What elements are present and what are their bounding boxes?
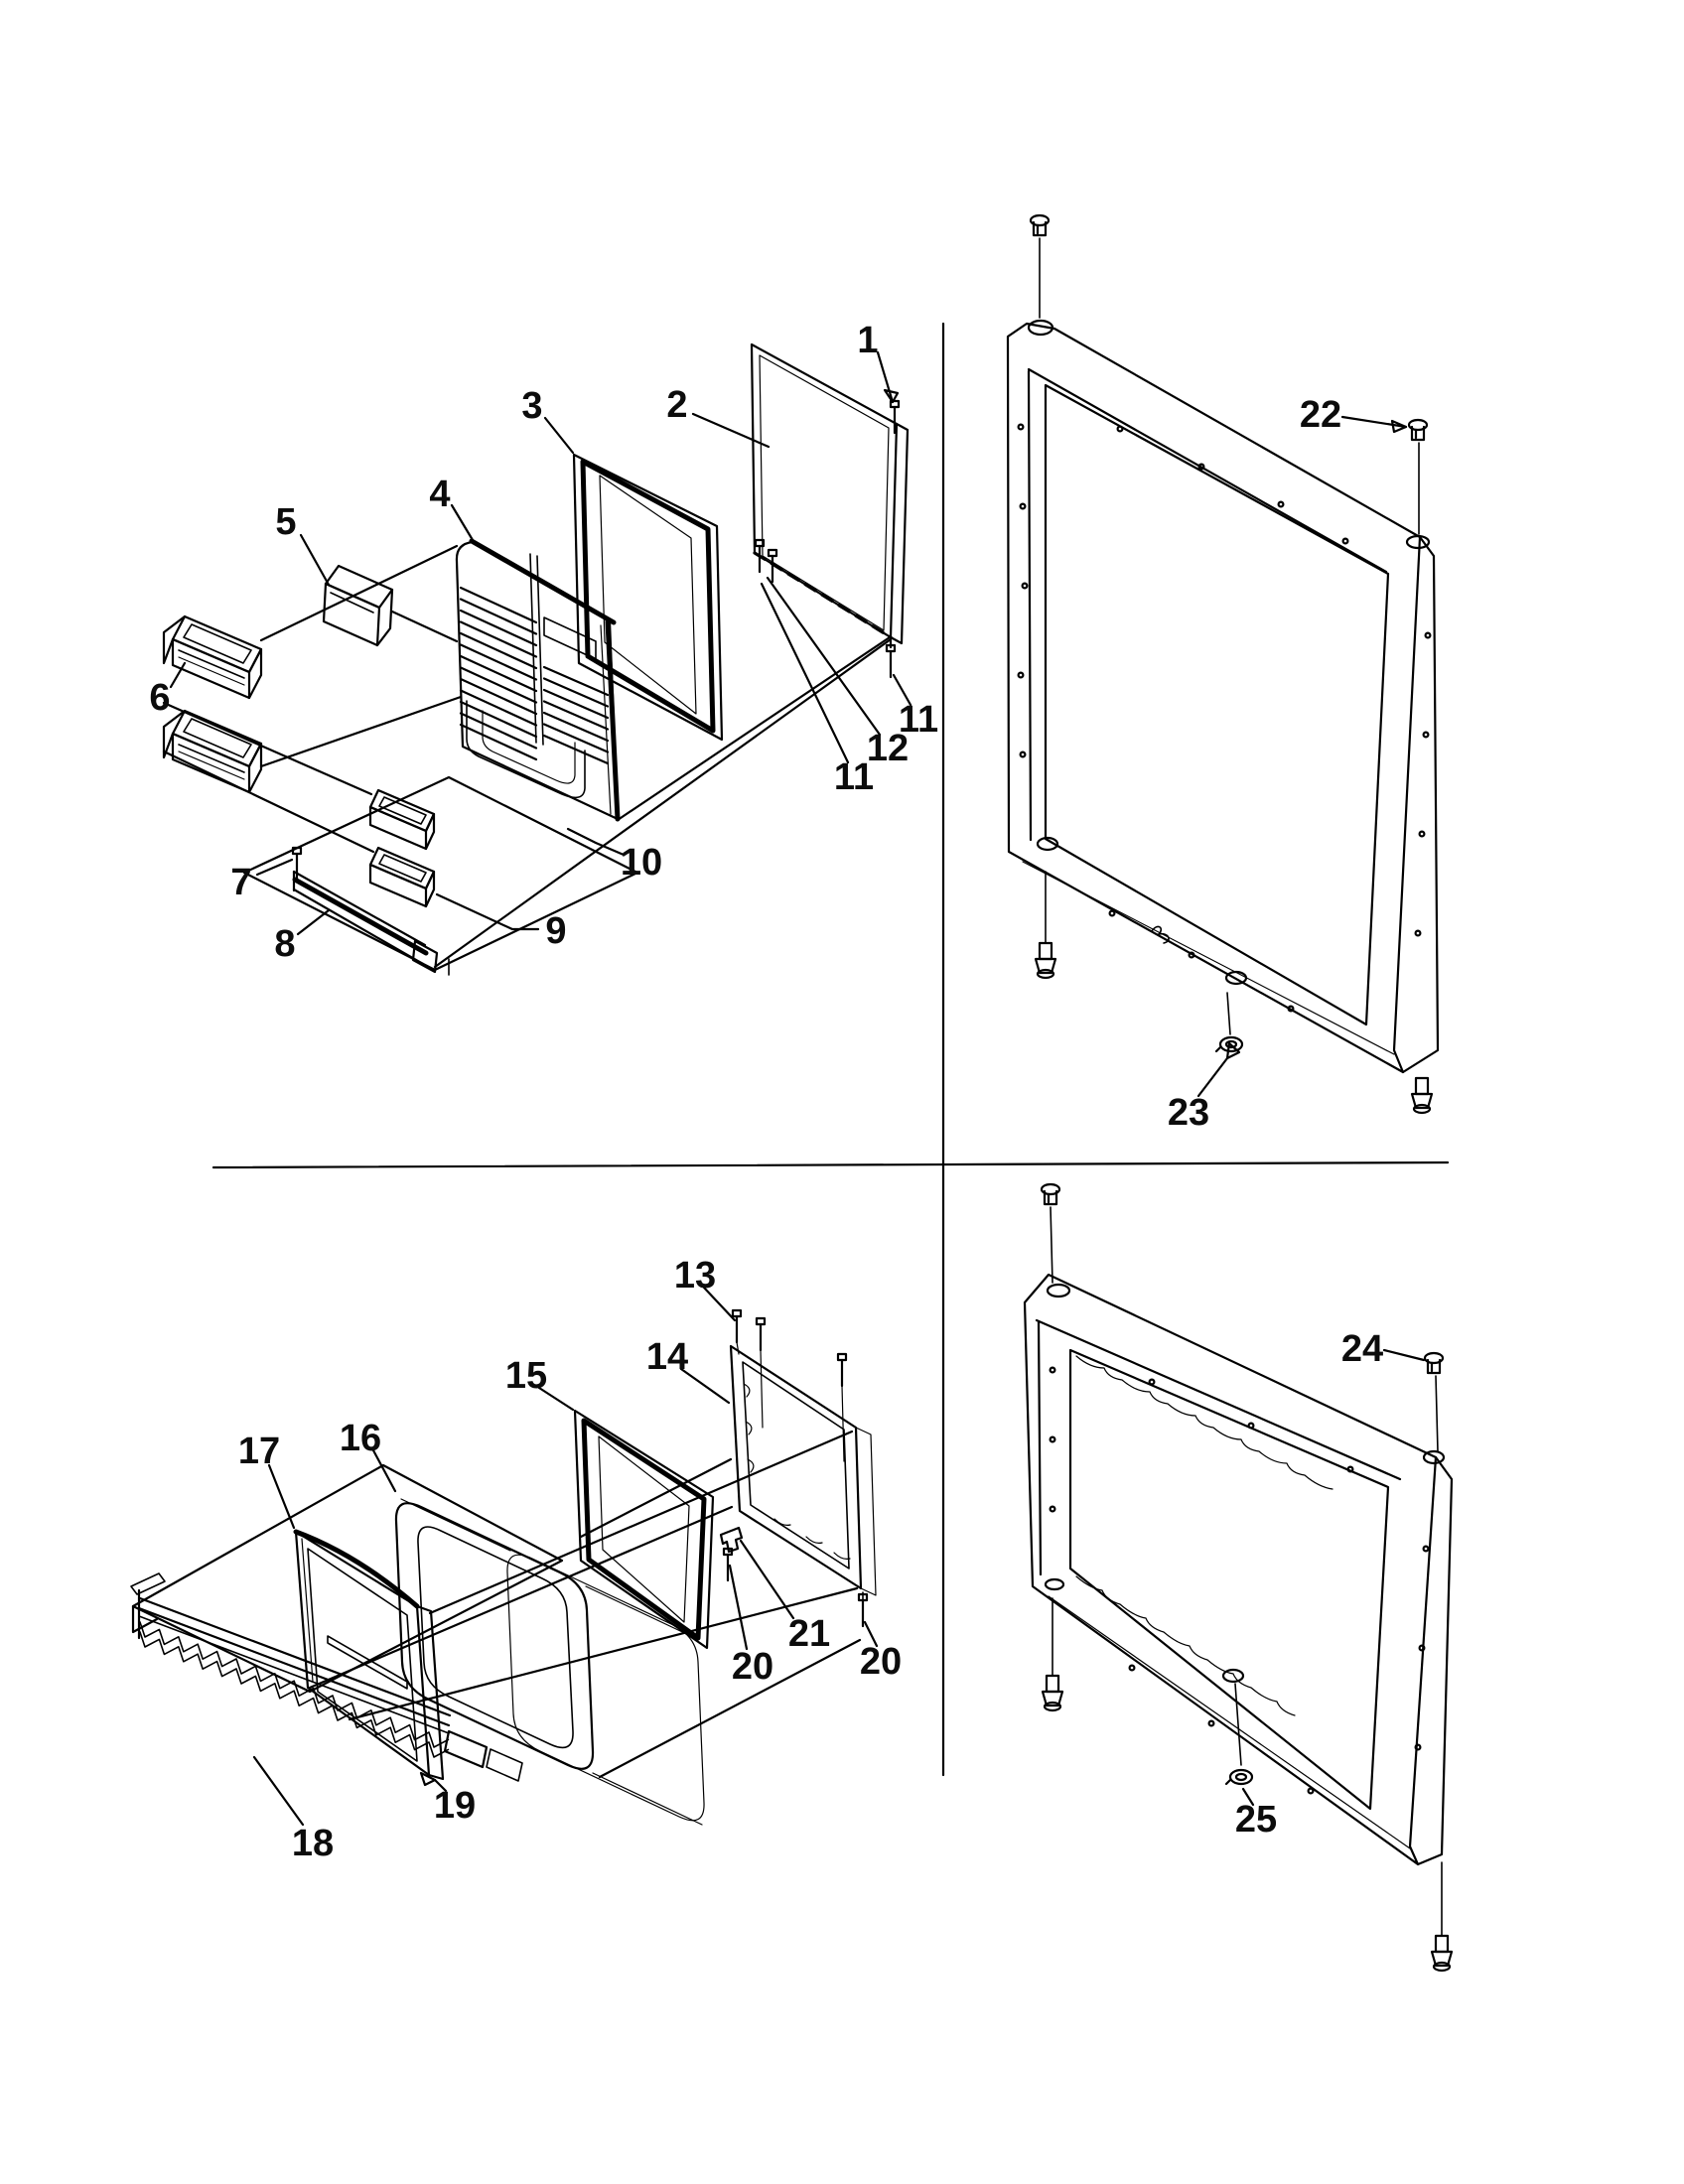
callout-18: 18 — [291, 1823, 335, 1864]
part-3-gasket — [574, 455, 722, 740]
frame-opening — [1046, 385, 1388, 1024]
callout-labels — [149, 320, 1383, 1864]
frame-opening — [1070, 1350, 1388, 1809]
callout-21: 21 — [787, 1613, 831, 1655]
part-20-screw-right — [859, 1592, 867, 1626]
part-4-door-liner — [457, 541, 618, 819]
part-22-screw — [1409, 420, 1427, 534]
callout-14: 14 — [645, 1336, 689, 1378]
part-2-inner-panel — [752, 344, 908, 677]
callout-8: 8 — [274, 923, 296, 965]
frame2-screw-topleft — [1042, 1184, 1059, 1283]
callout-1: 1 — [857, 320, 879, 361]
callout-23: 23 — [1167, 1092, 1210, 1134]
liner-ribs-right — [544, 667, 608, 763]
frame-rivets — [1019, 425, 1431, 1012]
frame-screw-bottomright — [1412, 1078, 1432, 1113]
callout-9: 9 — [545, 910, 567, 952]
callout-25: 25 — [1234, 1799, 1278, 1841]
callout-15: 15 — [504, 1355, 548, 1397]
door-bin — [164, 616, 261, 698]
callout-20a: 20 — [731, 1646, 774, 1688]
lower-outer-door-frame — [1025, 1184, 1452, 1971]
callout-3: 3 — [521, 385, 543, 427]
part-9-small-bins — [370, 790, 434, 906]
part-20-pin-left — [724, 1549, 732, 1580]
frame-outer — [1008, 324, 1420, 1072]
callout-16: 16 — [339, 1418, 382, 1459]
alignment-guides-lower — [133, 1432, 860, 1777]
part-18-wire-grille — [131, 1573, 522, 1781]
part-17-inner-door — [296, 1532, 443, 1779]
part-14-retainer-frame — [731, 1310, 876, 1626]
liner-ribs-left — [461, 588, 536, 759]
upper-outer-door-frame — [1008, 215, 1438, 1113]
callout-13: 13 — [673, 1255, 717, 1297]
upper-door-exploded-assembly — [164, 344, 908, 975]
callout-11a: 11 — [833, 756, 875, 798]
part-25-clip — [1226, 1684, 1252, 1784]
callout-22: 22 — [1299, 394, 1342, 436]
part-6-door-bins — [164, 616, 261, 792]
callout-20b: 20 — [859, 1641, 903, 1683]
callout-2: 2 — [666, 384, 688, 426]
callout-24: 24 — [1340, 1328, 1384, 1370]
callout-19: 19 — [433, 1785, 477, 1827]
callout-4: 4 — [429, 474, 451, 515]
frame2-screw-bottomright — [1432, 1862, 1452, 1971]
callout-11b: 11 — [898, 699, 939, 741]
lower-door-exploded-assembly — [131, 1310, 876, 1825]
callout-17: 17 — [237, 1431, 281, 1472]
frame-screw-topleft — [1031, 215, 1049, 318]
frame-screw-bottomleft — [1036, 872, 1055, 978]
divider-horizontal — [213, 1162, 1448, 1167]
callout-7: 7 — [230, 862, 252, 903]
callout-6: 6 — [149, 677, 171, 719]
callout-10: 10 — [620, 842, 663, 884]
callout-5: 5 — [275, 501, 297, 543]
callout-12: 12 — [866, 728, 910, 769]
frame2-screw-bottomleft — [1043, 1598, 1062, 1710]
part-24-screw — [1425, 1353, 1443, 1451]
alignment-guides-upper — [164, 546, 891, 970]
